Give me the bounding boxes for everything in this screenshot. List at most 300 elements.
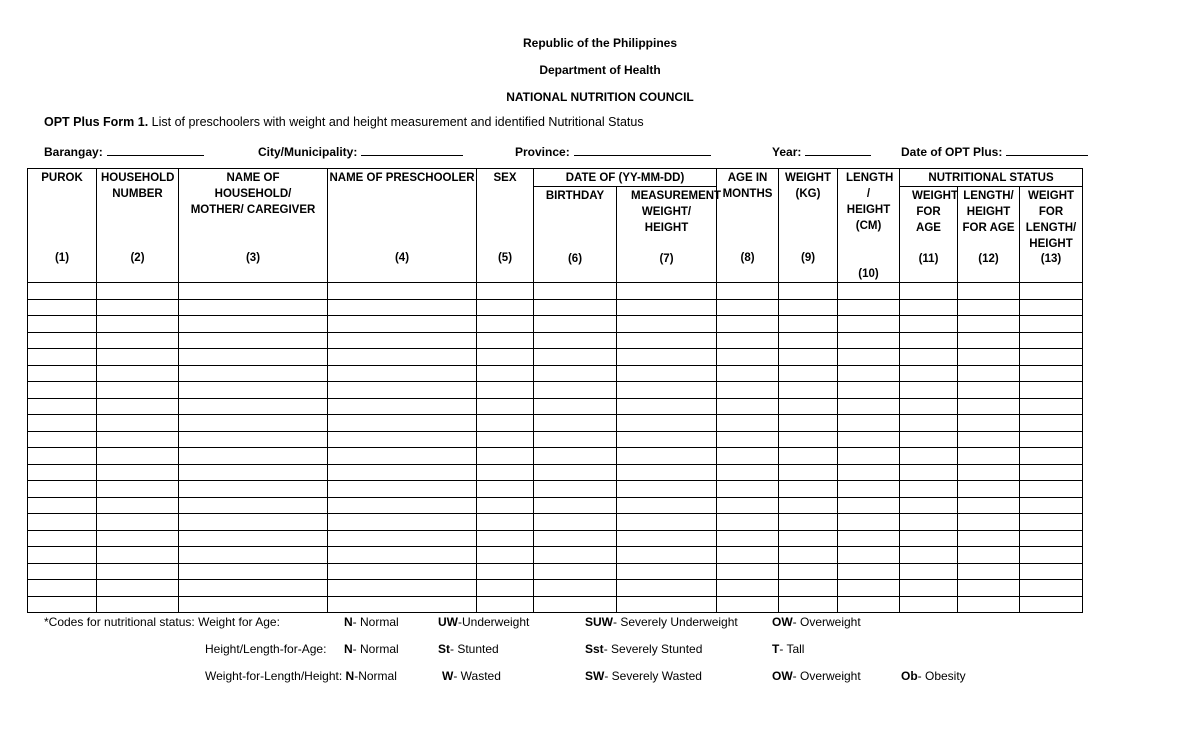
table-cell[interactable] bbox=[717, 563, 779, 580]
table-cell[interactable] bbox=[1020, 299, 1083, 316]
province-field[interactable] bbox=[515, 143, 711, 159]
table-cell[interactable] bbox=[1020, 514, 1083, 531]
table-cell[interactable] bbox=[900, 415, 958, 432]
code-hfa-normal bbox=[344, 642, 399, 656]
table-cell[interactable] bbox=[28, 497, 97, 514]
table-cell[interactable] bbox=[900, 497, 958, 514]
table-cell[interactable] bbox=[617, 332, 717, 349]
table-cell[interactable] bbox=[779, 448, 838, 465]
table-row bbox=[28, 415, 1083, 432]
code-overweight-1 bbox=[772, 615, 861, 629]
table-cell[interactable] bbox=[28, 398, 97, 415]
table-cell[interactable] bbox=[958, 580, 1020, 597]
table-cell[interactable] bbox=[958, 563, 1020, 580]
table-cell[interactable] bbox=[838, 382, 900, 399]
code-ow-text: - Overweight bbox=[792, 615, 861, 629]
codes-hfa-label: Height/Length-for-Age: bbox=[205, 642, 327, 656]
table-cell[interactable] bbox=[97, 580, 179, 597]
table-cell[interactable] bbox=[97, 415, 179, 432]
code-suw-text: - Severely Underweight bbox=[613, 615, 738, 629]
table-cell[interactable] bbox=[477, 332, 534, 349]
table-cell[interactable] bbox=[779, 481, 838, 498]
table-cell[interactable] bbox=[717, 349, 779, 366]
table-cell[interactable] bbox=[838, 316, 900, 333]
table-cell[interactable] bbox=[617, 530, 717, 547]
table-cell[interactable] bbox=[97, 382, 179, 399]
table-cell[interactable] bbox=[179, 283, 328, 300]
header-republic: Republic of the Philippines bbox=[522, 36, 677, 50]
table-cell[interactable] bbox=[958, 448, 1020, 465]
barangay-blank[interactable] bbox=[107, 143, 204, 156]
table-cell[interactable] bbox=[1020, 497, 1083, 514]
table-cell[interactable] bbox=[97, 530, 179, 547]
table-cell[interactable] bbox=[534, 547, 617, 564]
table-cell[interactable] bbox=[97, 332, 179, 349]
province-label: Province: bbox=[515, 145, 570, 159]
city-field[interactable] bbox=[258, 143, 463, 159]
table-cell[interactable] bbox=[534, 299, 617, 316]
table-cell[interactable] bbox=[534, 431, 617, 448]
table-cell[interactable] bbox=[97, 514, 179, 531]
table-cell[interactable] bbox=[179, 514, 328, 531]
table-cell[interactable] bbox=[97, 497, 179, 514]
table-cell[interactable] bbox=[179, 530, 328, 547]
table-cell[interactable] bbox=[900, 547, 958, 564]
table-cell[interactable] bbox=[958, 514, 1020, 531]
table-cell[interactable] bbox=[477, 299, 534, 316]
table-cell[interactable] bbox=[900, 596, 958, 613]
table-cell[interactable] bbox=[779, 349, 838, 366]
table-cell[interactable] bbox=[900, 530, 958, 547]
table-cell[interactable] bbox=[717, 596, 779, 613]
table-cell[interactable] bbox=[958, 481, 1020, 498]
table-cell[interactable] bbox=[28, 464, 97, 481]
table-cell[interactable] bbox=[477, 349, 534, 366]
table-cell[interactable] bbox=[1020, 464, 1083, 481]
table-cell[interactable] bbox=[779, 283, 838, 300]
table-cell[interactable] bbox=[900, 398, 958, 415]
table-cell[interactable] bbox=[1020, 398, 1083, 415]
table-cell[interactable] bbox=[717, 382, 779, 399]
table-cell[interactable] bbox=[779, 514, 838, 531]
col-num-1: (1) bbox=[54, 252, 70, 264]
table-cell[interactable] bbox=[779, 580, 838, 597]
table-cell[interactable] bbox=[28, 580, 97, 597]
table-cell[interactable] bbox=[838, 349, 900, 366]
table-cell[interactable] bbox=[838, 283, 900, 300]
table-cell[interactable] bbox=[328, 596, 477, 613]
table-cell[interactable] bbox=[617, 497, 717, 514]
table-cell[interactable] bbox=[779, 382, 838, 399]
table-cell[interactable] bbox=[1020, 530, 1083, 547]
table-cell[interactable] bbox=[97, 365, 179, 382]
table-cell[interactable] bbox=[717, 415, 779, 432]
table-cell[interactable] bbox=[1020, 448, 1083, 465]
table-cell[interactable] bbox=[28, 299, 97, 316]
table-cell[interactable] bbox=[779, 563, 838, 580]
table-cell[interactable] bbox=[617, 365, 717, 382]
table-cell[interactable] bbox=[28, 365, 97, 382]
table-cell[interactable] bbox=[477, 547, 534, 564]
table-cell[interactable] bbox=[617, 382, 717, 399]
table-cell[interactable] bbox=[97, 431, 179, 448]
table-cell[interactable] bbox=[838, 299, 900, 316]
table-cell[interactable] bbox=[617, 448, 717, 465]
table-cell[interactable] bbox=[717, 481, 779, 498]
table-cell[interactable] bbox=[534, 580, 617, 597]
table-cell[interactable] bbox=[958, 415, 1020, 432]
table-cell[interactable] bbox=[179, 299, 328, 316]
table-cell[interactable] bbox=[958, 283, 1020, 300]
table-cell[interactable] bbox=[779, 464, 838, 481]
table-cell[interactable] bbox=[477, 596, 534, 613]
table-cell[interactable] bbox=[179, 415, 328, 432]
table-cell[interactable] bbox=[477, 365, 534, 382]
table-cell[interactable] bbox=[477, 563, 534, 580]
table-cell[interactable] bbox=[838, 464, 900, 481]
code-t: T bbox=[772, 642, 780, 656]
table-cell[interactable] bbox=[617, 596, 717, 613]
table-cell[interactable] bbox=[717, 431, 779, 448]
table-cell[interactable] bbox=[900, 464, 958, 481]
table-cell[interactable] bbox=[328, 349, 477, 366]
table-cell[interactable] bbox=[328, 365, 477, 382]
table-cell[interactable] bbox=[900, 382, 958, 399]
preschooler-table bbox=[27, 168, 1083, 613]
table-cell[interactable] bbox=[1020, 596, 1083, 613]
table-cell[interactable] bbox=[900, 448, 958, 465]
table-cell[interactable] bbox=[179, 563, 328, 580]
table-cell[interactable] bbox=[28, 349, 97, 366]
table-cell[interactable] bbox=[28, 332, 97, 349]
table-cell[interactable] bbox=[328, 448, 477, 465]
table-cell[interactable] bbox=[477, 398, 534, 415]
table-cell[interactable] bbox=[838, 415, 900, 432]
year-blank[interactable] bbox=[805, 143, 871, 156]
table-cell[interactable] bbox=[534, 398, 617, 415]
table-cell[interactable] bbox=[28, 382, 97, 399]
table-cell[interactable] bbox=[900, 283, 958, 300]
table-cell[interactable] bbox=[328, 415, 477, 432]
table-cell[interactable] bbox=[534, 316, 617, 333]
table-cell[interactable] bbox=[958, 382, 1020, 399]
table-cell[interactable] bbox=[717, 365, 779, 382]
table-cell[interactable] bbox=[534, 464, 617, 481]
table-cell[interactable] bbox=[97, 596, 179, 613]
table-cell[interactable] bbox=[28, 563, 97, 580]
table-cell[interactable] bbox=[838, 365, 900, 382]
table-cell[interactable] bbox=[900, 299, 958, 316]
table-cell[interactable] bbox=[534, 365, 617, 382]
table-cell[interactable] bbox=[779, 530, 838, 547]
table-cell[interactable] bbox=[328, 481, 477, 498]
table-cell[interactable] bbox=[717, 316, 779, 333]
table-cell[interactable] bbox=[900, 316, 958, 333]
table-cell[interactable] bbox=[1020, 547, 1083, 564]
barangay-field[interactable] bbox=[44, 143, 204, 159]
table-cell[interactable] bbox=[900, 580, 958, 597]
table-cell[interactable] bbox=[838, 497, 900, 514]
table-cell[interactable] bbox=[179, 580, 328, 597]
col-weight bbox=[779, 169, 838, 283]
code-wfa-normal bbox=[344, 615, 399, 629]
table-cell[interactable] bbox=[28, 596, 97, 613]
date-opt-label: Date of OPT Plus: bbox=[901, 145, 1003, 159]
table-cell[interactable] bbox=[717, 332, 779, 349]
table-cell[interactable] bbox=[179, 448, 328, 465]
table-cell[interactable] bbox=[900, 481, 958, 498]
table-cell[interactable] bbox=[97, 316, 179, 333]
table-cell[interactable] bbox=[717, 464, 779, 481]
table-cell[interactable] bbox=[958, 547, 1020, 564]
col-name-preschooler bbox=[328, 169, 477, 283]
table-cell[interactable] bbox=[534, 382, 617, 399]
table-cell[interactable] bbox=[838, 431, 900, 448]
table-cell[interactable] bbox=[28, 431, 97, 448]
table-cell[interactable] bbox=[97, 464, 179, 481]
table-cell[interactable] bbox=[617, 349, 717, 366]
table-row bbox=[28, 547, 1083, 564]
table-cell[interactable] bbox=[617, 514, 717, 531]
table-cell[interactable] bbox=[179, 431, 328, 448]
table-cell[interactable] bbox=[958, 349, 1020, 366]
table-cell[interactable] bbox=[838, 596, 900, 613]
table-cell[interactable] bbox=[1020, 316, 1083, 333]
code-underweight bbox=[438, 615, 529, 629]
table-cell[interactable] bbox=[958, 365, 1020, 382]
table-cell[interactable] bbox=[328, 382, 477, 399]
barangay-label: Barangay: bbox=[44, 145, 103, 159]
table-cell[interactable] bbox=[1020, 349, 1083, 366]
table-cell[interactable] bbox=[900, 349, 958, 366]
table-cell[interactable] bbox=[477, 448, 534, 465]
table-cell[interactable] bbox=[534, 332, 617, 349]
table-cell[interactable] bbox=[779, 547, 838, 564]
table-cell[interactable] bbox=[617, 547, 717, 564]
table-cell[interactable] bbox=[28, 415, 97, 432]
table-cell[interactable] bbox=[838, 530, 900, 547]
table-cell[interactable] bbox=[717, 580, 779, 597]
table-cell[interactable] bbox=[900, 514, 958, 531]
table-cell[interactable] bbox=[779, 415, 838, 432]
table-cell[interactable] bbox=[179, 365, 328, 382]
table-cell[interactable] bbox=[958, 596, 1020, 613]
table-cell[interactable] bbox=[1020, 283, 1083, 300]
table-cell[interactable] bbox=[179, 481, 328, 498]
table-cell[interactable] bbox=[534, 283, 617, 300]
table-cell[interactable] bbox=[328, 398, 477, 415]
table-cell[interactable] bbox=[617, 316, 717, 333]
table-cell[interactable] bbox=[838, 514, 900, 531]
table-cell[interactable] bbox=[717, 283, 779, 300]
table-cell[interactable] bbox=[1020, 365, 1083, 382]
table-cell[interactable] bbox=[617, 580, 717, 597]
table-cell[interactable] bbox=[958, 332, 1020, 349]
table-cell[interactable] bbox=[179, 547, 328, 564]
table-cell[interactable] bbox=[328, 514, 477, 531]
table-cell[interactable] bbox=[477, 481, 534, 498]
col-weight-for-age bbox=[900, 187, 958, 283]
table-cell[interactable] bbox=[779, 431, 838, 448]
table-cell[interactable] bbox=[534, 563, 617, 580]
table-cell[interactable] bbox=[534, 514, 617, 531]
table-cell[interactable] bbox=[477, 415, 534, 432]
table-cell[interactable] bbox=[717, 497, 779, 514]
table-cell[interactable] bbox=[617, 398, 717, 415]
table-cell[interactable] bbox=[779, 299, 838, 316]
table-cell[interactable] bbox=[179, 382, 328, 399]
table-cell[interactable] bbox=[328, 464, 477, 481]
table-cell[interactable] bbox=[617, 481, 717, 498]
table-cell[interactable] bbox=[1020, 563, 1083, 580]
table-cell[interactable] bbox=[958, 464, 1020, 481]
table-cell[interactable] bbox=[838, 563, 900, 580]
table-cell[interactable] bbox=[958, 398, 1020, 415]
code-uw-text: -Underweight bbox=[458, 615, 530, 629]
date-opt-blank[interactable] bbox=[1006, 143, 1088, 156]
table-cell[interactable] bbox=[97, 349, 179, 366]
table-cell[interactable] bbox=[477, 431, 534, 448]
code-ow-2: OW bbox=[772, 669, 793, 683]
header-department: Department of Health bbox=[539, 63, 661, 77]
city-blank[interactable] bbox=[361, 143, 463, 156]
code-sst: Sst bbox=[585, 642, 604, 656]
table-cell[interactable] bbox=[958, 530, 1020, 547]
table-cell[interactable] bbox=[958, 299, 1020, 316]
table-cell[interactable] bbox=[1020, 580, 1083, 597]
table-cell[interactable] bbox=[617, 283, 717, 300]
table-cell[interactable] bbox=[477, 464, 534, 481]
table-cell[interactable] bbox=[97, 563, 179, 580]
table-cell[interactable] bbox=[534, 448, 617, 465]
table-cell[interactable] bbox=[617, 299, 717, 316]
table-cell[interactable] bbox=[900, 431, 958, 448]
table-cell[interactable] bbox=[179, 464, 328, 481]
code-n-3: N bbox=[345, 669, 355, 683]
table-cell[interactable] bbox=[97, 398, 179, 415]
table-cell[interactable] bbox=[97, 299, 179, 316]
table-cell[interactable] bbox=[958, 431, 1020, 448]
table-cell[interactable] bbox=[779, 316, 838, 333]
table-cell[interactable] bbox=[179, 596, 328, 613]
table-cell[interactable] bbox=[28, 481, 97, 498]
table-cell[interactable] bbox=[900, 563, 958, 580]
table-cell[interactable] bbox=[28, 448, 97, 465]
province-blank[interactable] bbox=[574, 143, 711, 156]
table-cell[interactable] bbox=[1020, 431, 1083, 448]
table-cell[interactable] bbox=[477, 316, 534, 333]
table-cell[interactable] bbox=[900, 332, 958, 349]
table-cell[interactable] bbox=[28, 547, 97, 564]
table-cell[interactable] bbox=[477, 514, 534, 531]
table-cell[interactable] bbox=[534, 530, 617, 547]
table-cell[interactable] bbox=[838, 332, 900, 349]
table-cell[interactable] bbox=[617, 431, 717, 448]
table-cell[interactable] bbox=[534, 497, 617, 514]
table-cell[interactable] bbox=[477, 530, 534, 547]
table-cell[interactable] bbox=[28, 316, 97, 333]
table-cell[interactable] bbox=[779, 596, 838, 613]
table-cell[interactable] bbox=[328, 530, 477, 547]
table-cell[interactable] bbox=[97, 481, 179, 498]
table-cell[interactable] bbox=[477, 283, 534, 300]
col-length bbox=[838, 169, 900, 283]
table-cell[interactable] bbox=[477, 382, 534, 399]
table-cell[interactable] bbox=[1020, 332, 1083, 349]
table-cell[interactable] bbox=[717, 299, 779, 316]
name-preschooler-label: NAME OF PRESCHOOLER bbox=[329, 172, 475, 184]
table-cell[interactable] bbox=[838, 481, 900, 498]
table-cell[interactable] bbox=[477, 580, 534, 597]
table-row bbox=[28, 398, 1083, 415]
table-cell[interactable] bbox=[179, 398, 328, 415]
table-cell[interactable] bbox=[179, 332, 328, 349]
table-cell[interactable] bbox=[838, 398, 900, 415]
birthday-label: BIRTHDAY bbox=[545, 190, 605, 202]
table-cell[interactable] bbox=[328, 547, 477, 564]
table-cell[interactable] bbox=[97, 448, 179, 465]
table-cell[interactable] bbox=[534, 349, 617, 366]
table-cell[interactable] bbox=[534, 481, 617, 498]
table-cell[interactable] bbox=[328, 431, 477, 448]
table-cell[interactable] bbox=[328, 580, 477, 597]
table-cell[interactable] bbox=[958, 316, 1020, 333]
table-cell[interactable] bbox=[28, 283, 97, 300]
table-cell[interactable] bbox=[328, 563, 477, 580]
table-cell[interactable] bbox=[28, 514, 97, 531]
year-field[interactable] bbox=[772, 143, 871, 159]
table-cell[interactable] bbox=[617, 464, 717, 481]
table-cell[interactable] bbox=[617, 563, 717, 580]
table-cell[interactable] bbox=[617, 415, 717, 432]
table-cell[interactable] bbox=[900, 365, 958, 382]
table-cell[interactable] bbox=[779, 365, 838, 382]
table-cell[interactable] bbox=[717, 530, 779, 547]
table-cell[interactable] bbox=[97, 283, 179, 300]
table-cell[interactable] bbox=[97, 547, 179, 564]
table-row bbox=[28, 497, 1083, 514]
table-cell[interactable] bbox=[534, 415, 617, 432]
table-cell[interactable] bbox=[958, 497, 1020, 514]
table-cell[interactable] bbox=[779, 332, 838, 349]
table-cell[interactable] bbox=[838, 547, 900, 564]
table-cell[interactable] bbox=[1020, 481, 1083, 498]
table-cell[interactable] bbox=[1020, 415, 1083, 432]
table-cell[interactable] bbox=[328, 316, 477, 333]
table-cell[interactable] bbox=[28, 530, 97, 547]
table-cell[interactable] bbox=[717, 448, 779, 465]
table-cell[interactable] bbox=[179, 497, 328, 514]
table-cell[interactable] bbox=[534, 596, 617, 613]
table-cell[interactable] bbox=[779, 398, 838, 415]
table-cell[interactable] bbox=[717, 398, 779, 415]
date-opt-field[interactable] bbox=[901, 143, 1088, 159]
table-cell[interactable] bbox=[328, 497, 477, 514]
table-cell[interactable] bbox=[838, 448, 900, 465]
table-row bbox=[28, 580, 1083, 597]
table-cell[interactable] bbox=[179, 316, 328, 333]
table-cell[interactable] bbox=[328, 283, 477, 300]
table-cell[interactable] bbox=[838, 580, 900, 597]
table-cell[interactable] bbox=[179, 349, 328, 366]
table-cell[interactable] bbox=[328, 299, 477, 316]
table-cell[interactable] bbox=[1020, 382, 1083, 399]
table-cell[interactable] bbox=[717, 514, 779, 531]
table-cell[interactable] bbox=[779, 497, 838, 514]
table-cell[interactable] bbox=[717, 547, 779, 564]
table-cell[interactable] bbox=[328, 332, 477, 349]
table-cell[interactable] bbox=[477, 497, 534, 514]
